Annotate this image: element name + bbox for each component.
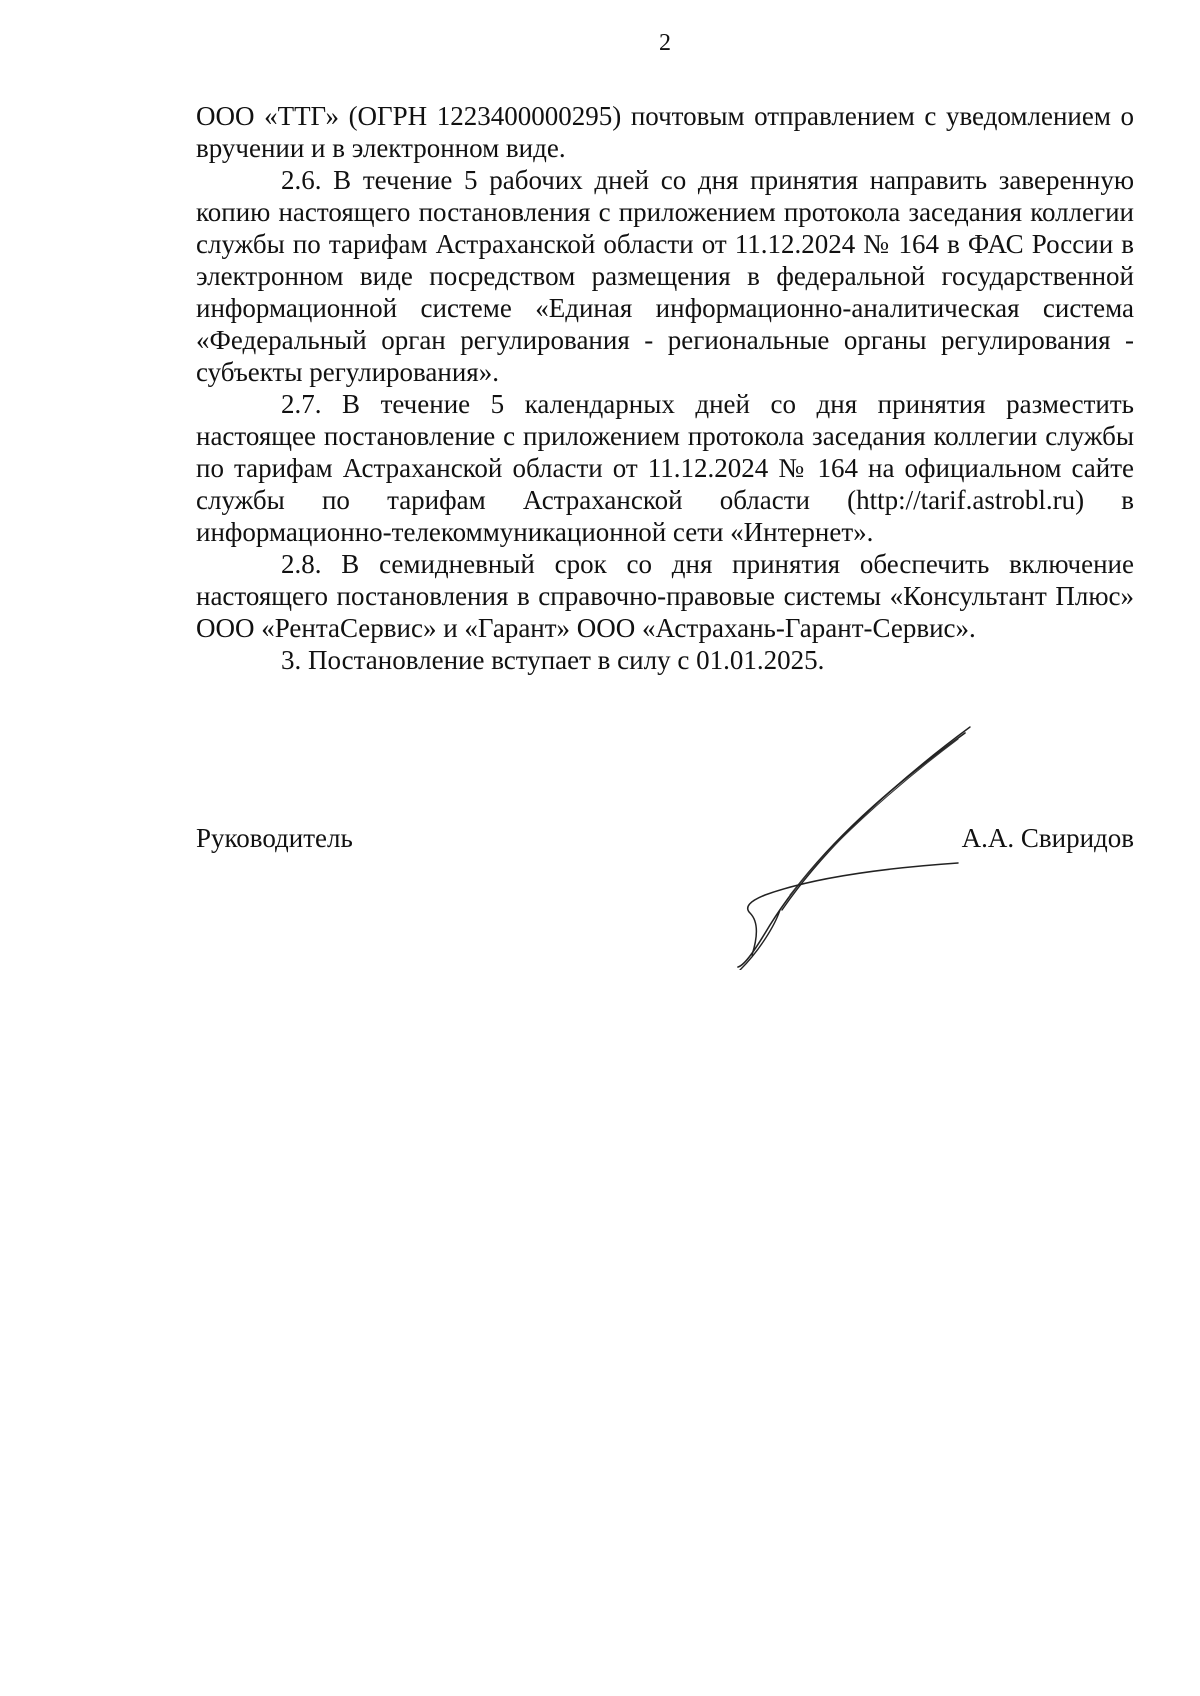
paragraph-2-8: 2.8. В семидневный срок со дня принятия обеспечить включение настоящего постановления в справочно-правовые системы «Консультант Плюс» ООО «РентаСервис» и «Гарант» ООО «Астрахань-Гарант-Сервис». <box>196 549 1134 643</box>
signer-position: Руководитель <box>196 823 353 853</box>
document-body <box>196 100 1134 676</box>
handwritten-signature <box>730 725 980 970</box>
paragraph-2-6: 2.6. В течение 5 рабочих дней со дня принятия направить заверенную копию настоящего постановления с приложением протокола заседания коллегии службы по тарифам Астраханской области от 11.12.2024 № 164 в ФАС России в электронном виде посредством размещения в федеральной государственной информационной системе «Единая информационно-аналитическая система «Федеральный орган регулирования - региональные органы регулирования - субъекты регулирования». <box>196 165 1134 387</box>
paragraph-3: 3. Постановление вступает в силу с 01.01.2025. <box>281 645 825 675</box>
paragraph-continuation: ООО «ТТГ» (ОГРН 1223400000295) почтовым отправлением с уведомлением о вручении и в электронном виде. <box>196 101 1134 163</box>
page-number: 2 <box>659 30 671 56</box>
paragraph-2-7: 2.7. В течение 5 календарных дней со дня принятия разместить настоящее постановление с приложением протокола заседания коллегии службы по тарифам Астраханской области от 11.12.2024 № 164 на официальном сайте службы по тарифам Астраханской области (http://tarif.astrobl.ru) в информационно-телекоммуникационной сети «Интернет». <box>196 389 1134 547</box>
signer-name: А.А. Свиридов <box>961 823 1134 853</box>
